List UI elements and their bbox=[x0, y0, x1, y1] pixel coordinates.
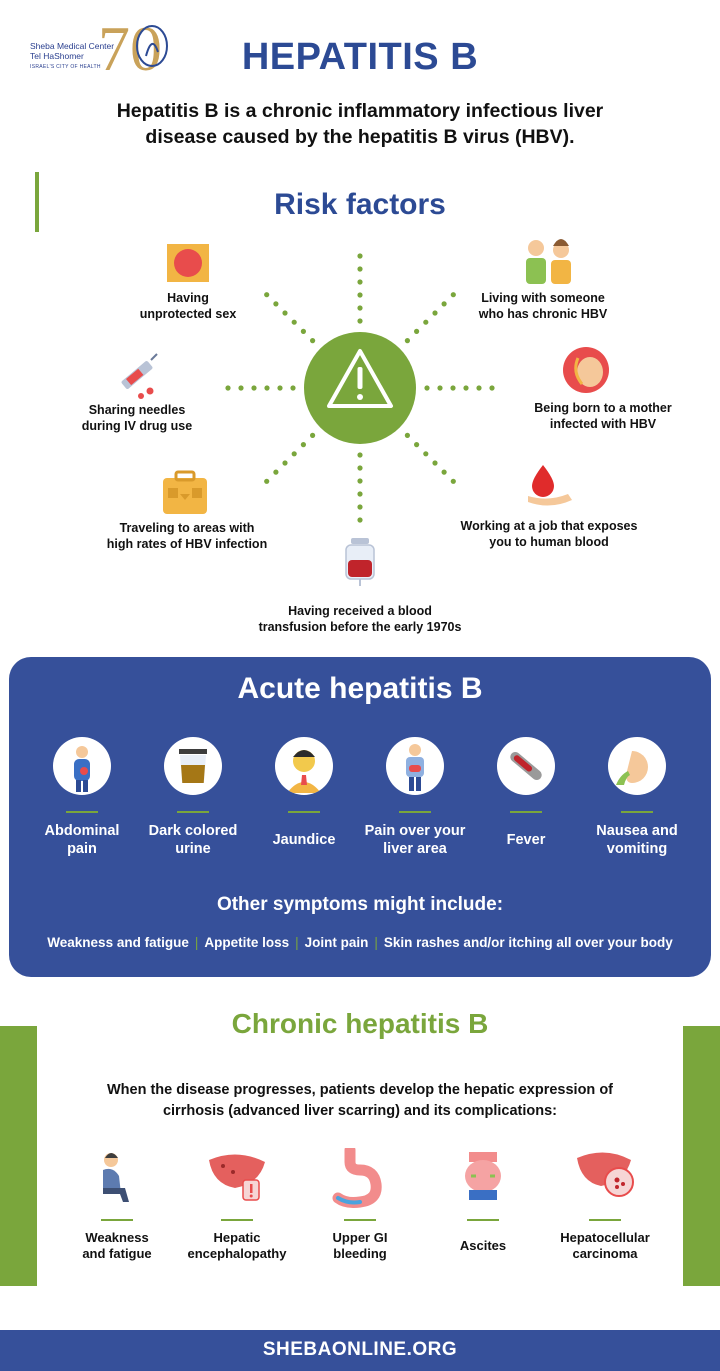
footer-bar bbox=[0, 1330, 720, 1371]
ray-dot bbox=[357, 279, 362, 284]
ray-dot bbox=[301, 442, 306, 447]
chronic-description: When the disease progresses, patients develop the hepatic expression of cirrhosis (advanced liver scarring) and its complications: bbox=[106, 1082, 614, 1119]
tired-person-icon bbox=[85, 1148, 149, 1208]
symptom-fever: Fever bbox=[471, 737, 581, 858]
ray-dot bbox=[357, 504, 362, 509]
symptom-dark-urine: Dark colored urine bbox=[138, 737, 248, 858]
symptom-jaundice: Jaundice bbox=[249, 737, 359, 858]
risk-factor-transfusion: Having received a blood transfusion before the early 1970s bbox=[258, 604, 462, 634]
ray-dot bbox=[357, 452, 362, 457]
ray-dot bbox=[357, 305, 362, 310]
ray-dot bbox=[238, 385, 243, 390]
intro-line-1: Hepatitis B is a chronic inflammatory infectious liver bbox=[116, 100, 604, 122]
ray-dot bbox=[405, 338, 410, 343]
risk-factor-living-with-hbv: Living with someone who has chronic HBV bbox=[478, 291, 608, 321]
ray-dot bbox=[357, 491, 362, 496]
ray-dot bbox=[357, 517, 362, 522]
ray-dot bbox=[414, 442, 419, 447]
intro-text bbox=[60, 98, 660, 150]
intro-line-2: disease caused by the hepatitis B virus (HBV). bbox=[145, 126, 575, 148]
logo-org-line2: Tel HaShomer bbox=[30, 51, 84, 61]
risk-factor-sharing-needles: Sharing needles during IV drug use bbox=[81, 403, 193, 433]
complication-upper-gi-bleeding: Upper GI bleeding bbox=[300, 1148, 420, 1263]
ray-dot bbox=[264, 479, 269, 484]
other-symptom-skin-rashes: Skin rashes and/or itching all over your body bbox=[383, 935, 673, 950]
ray-dot bbox=[277, 385, 282, 390]
ray-dot bbox=[423, 451, 428, 456]
liver-tumor-icon bbox=[573, 1148, 637, 1208]
ray-dot bbox=[405, 433, 410, 438]
ray-dot bbox=[442, 470, 447, 475]
ray-dot bbox=[290, 385, 295, 390]
ray-dot bbox=[225, 385, 230, 390]
ray-dot bbox=[357, 465, 362, 470]
chronic-accent-bar-right bbox=[683, 1026, 720, 1286]
chronic-title: Chronic hepatitis B bbox=[231, 1008, 489, 1039]
ray-dot bbox=[451, 479, 456, 484]
complication-weakness: Weakness and fatigue bbox=[57, 1148, 177, 1263]
logo-org-line1: Sheba Medical Center bbox=[30, 41, 115, 51]
ray-dot bbox=[357, 253, 362, 258]
symptom-liver-pain: Pain over your liver area bbox=[360, 737, 470, 858]
risk-factor-traveling: Traveling to areas with high rates of HBV infection bbox=[106, 521, 268, 551]
syringe-icon bbox=[121, 354, 157, 399]
acute-title: Acute hepatitis B bbox=[237, 672, 483, 705]
ray-dot bbox=[424, 385, 429, 390]
ray-dot bbox=[357, 318, 362, 323]
complication-ascites: Ascites bbox=[423, 1148, 543, 1263]
complication-hepatic-encephalopathy: Hepatic encephalopathy bbox=[177, 1148, 297, 1263]
vomiting-icon bbox=[608, 737, 666, 795]
ray-dot bbox=[310, 338, 315, 343]
ray-dot bbox=[437, 385, 442, 390]
ray-dot bbox=[476, 385, 481, 390]
svg-text:70: 70 bbox=[98, 13, 162, 78]
ray-dot bbox=[292, 451, 297, 456]
logo-tagline: ISRAEL'S CITY OF HEALTH bbox=[30, 64, 101, 70]
ray-dot bbox=[357, 266, 362, 271]
condom-icon bbox=[167, 244, 209, 282]
chronic-accent-bar-left bbox=[0, 1026, 37, 1286]
ray-dot bbox=[310, 433, 315, 438]
swollen-belly-icon bbox=[451, 1148, 515, 1208]
suitcase-icon bbox=[163, 472, 207, 514]
symptom-nausea-vomiting: Nausea and vomiting bbox=[582, 737, 692, 858]
other-symptom-weakness: Weakness and fatigue bbox=[47, 935, 189, 950]
complication-hepatocellular-carcinoma: Hepatocellular carcinoma bbox=[545, 1148, 665, 1263]
risk-factor-unprotected-sex: Having unprotected sex bbox=[139, 291, 237, 321]
risk-factor-job-blood: Working at a job that exposes you to human blood bbox=[460, 519, 638, 549]
footer-website-link[interactable]: SHEBAONLINE.ORG bbox=[262, 1339, 458, 1360]
ray-dot bbox=[432, 460, 437, 465]
couple-icon bbox=[526, 239, 571, 284]
acute-section bbox=[9, 657, 711, 977]
page-title: HEPATITIS B bbox=[241, 36, 479, 78]
urine-cup-icon bbox=[164, 737, 222, 795]
blood-bag-icon bbox=[346, 538, 374, 586]
ray-dot bbox=[423, 320, 428, 325]
ray-dot bbox=[251, 385, 256, 390]
risk-title: Risk factors bbox=[274, 188, 446, 221]
ray-dot bbox=[357, 478, 362, 483]
liver-warning-icon bbox=[205, 1148, 269, 1208]
stomach-icon bbox=[328, 1148, 392, 1208]
ray-dot bbox=[273, 470, 278, 475]
other-symptoms-list: Weakness and fatigue | Appetite loss | Joint pain | Skin rashes and/or itching all over your body bbox=[47, 935, 673, 950]
ray-dot bbox=[264, 385, 269, 390]
other-symptom-joint-pain: Joint pain bbox=[304, 935, 369, 950]
other-symptoms-title: Other symptoms might include: bbox=[216, 894, 504, 915]
liver-pain-icon bbox=[386, 737, 444, 795]
pregnant-icon bbox=[563, 347, 609, 393]
abdominal-pain-icon bbox=[53, 737, 111, 795]
thermometer-icon bbox=[497, 737, 555, 795]
ray-dot bbox=[463, 385, 468, 390]
ray-dot bbox=[301, 329, 306, 334]
ray-dot bbox=[414, 329, 419, 334]
other-symptom-appetite: Appetite loss bbox=[204, 935, 290, 950]
ray-dot bbox=[489, 385, 494, 390]
jaundice-person-icon bbox=[275, 737, 333, 795]
blood-drop-hand-icon bbox=[528, 465, 572, 506]
risk-factor-born-to-mother: Being born to a mother infected with HBV bbox=[534, 401, 672, 431]
ray-dot bbox=[450, 385, 455, 390]
symptom-abdominal-pain: Abdominal pain bbox=[27, 737, 137, 858]
ray-dot bbox=[282, 460, 287, 465]
ray-dot bbox=[357, 292, 362, 297]
